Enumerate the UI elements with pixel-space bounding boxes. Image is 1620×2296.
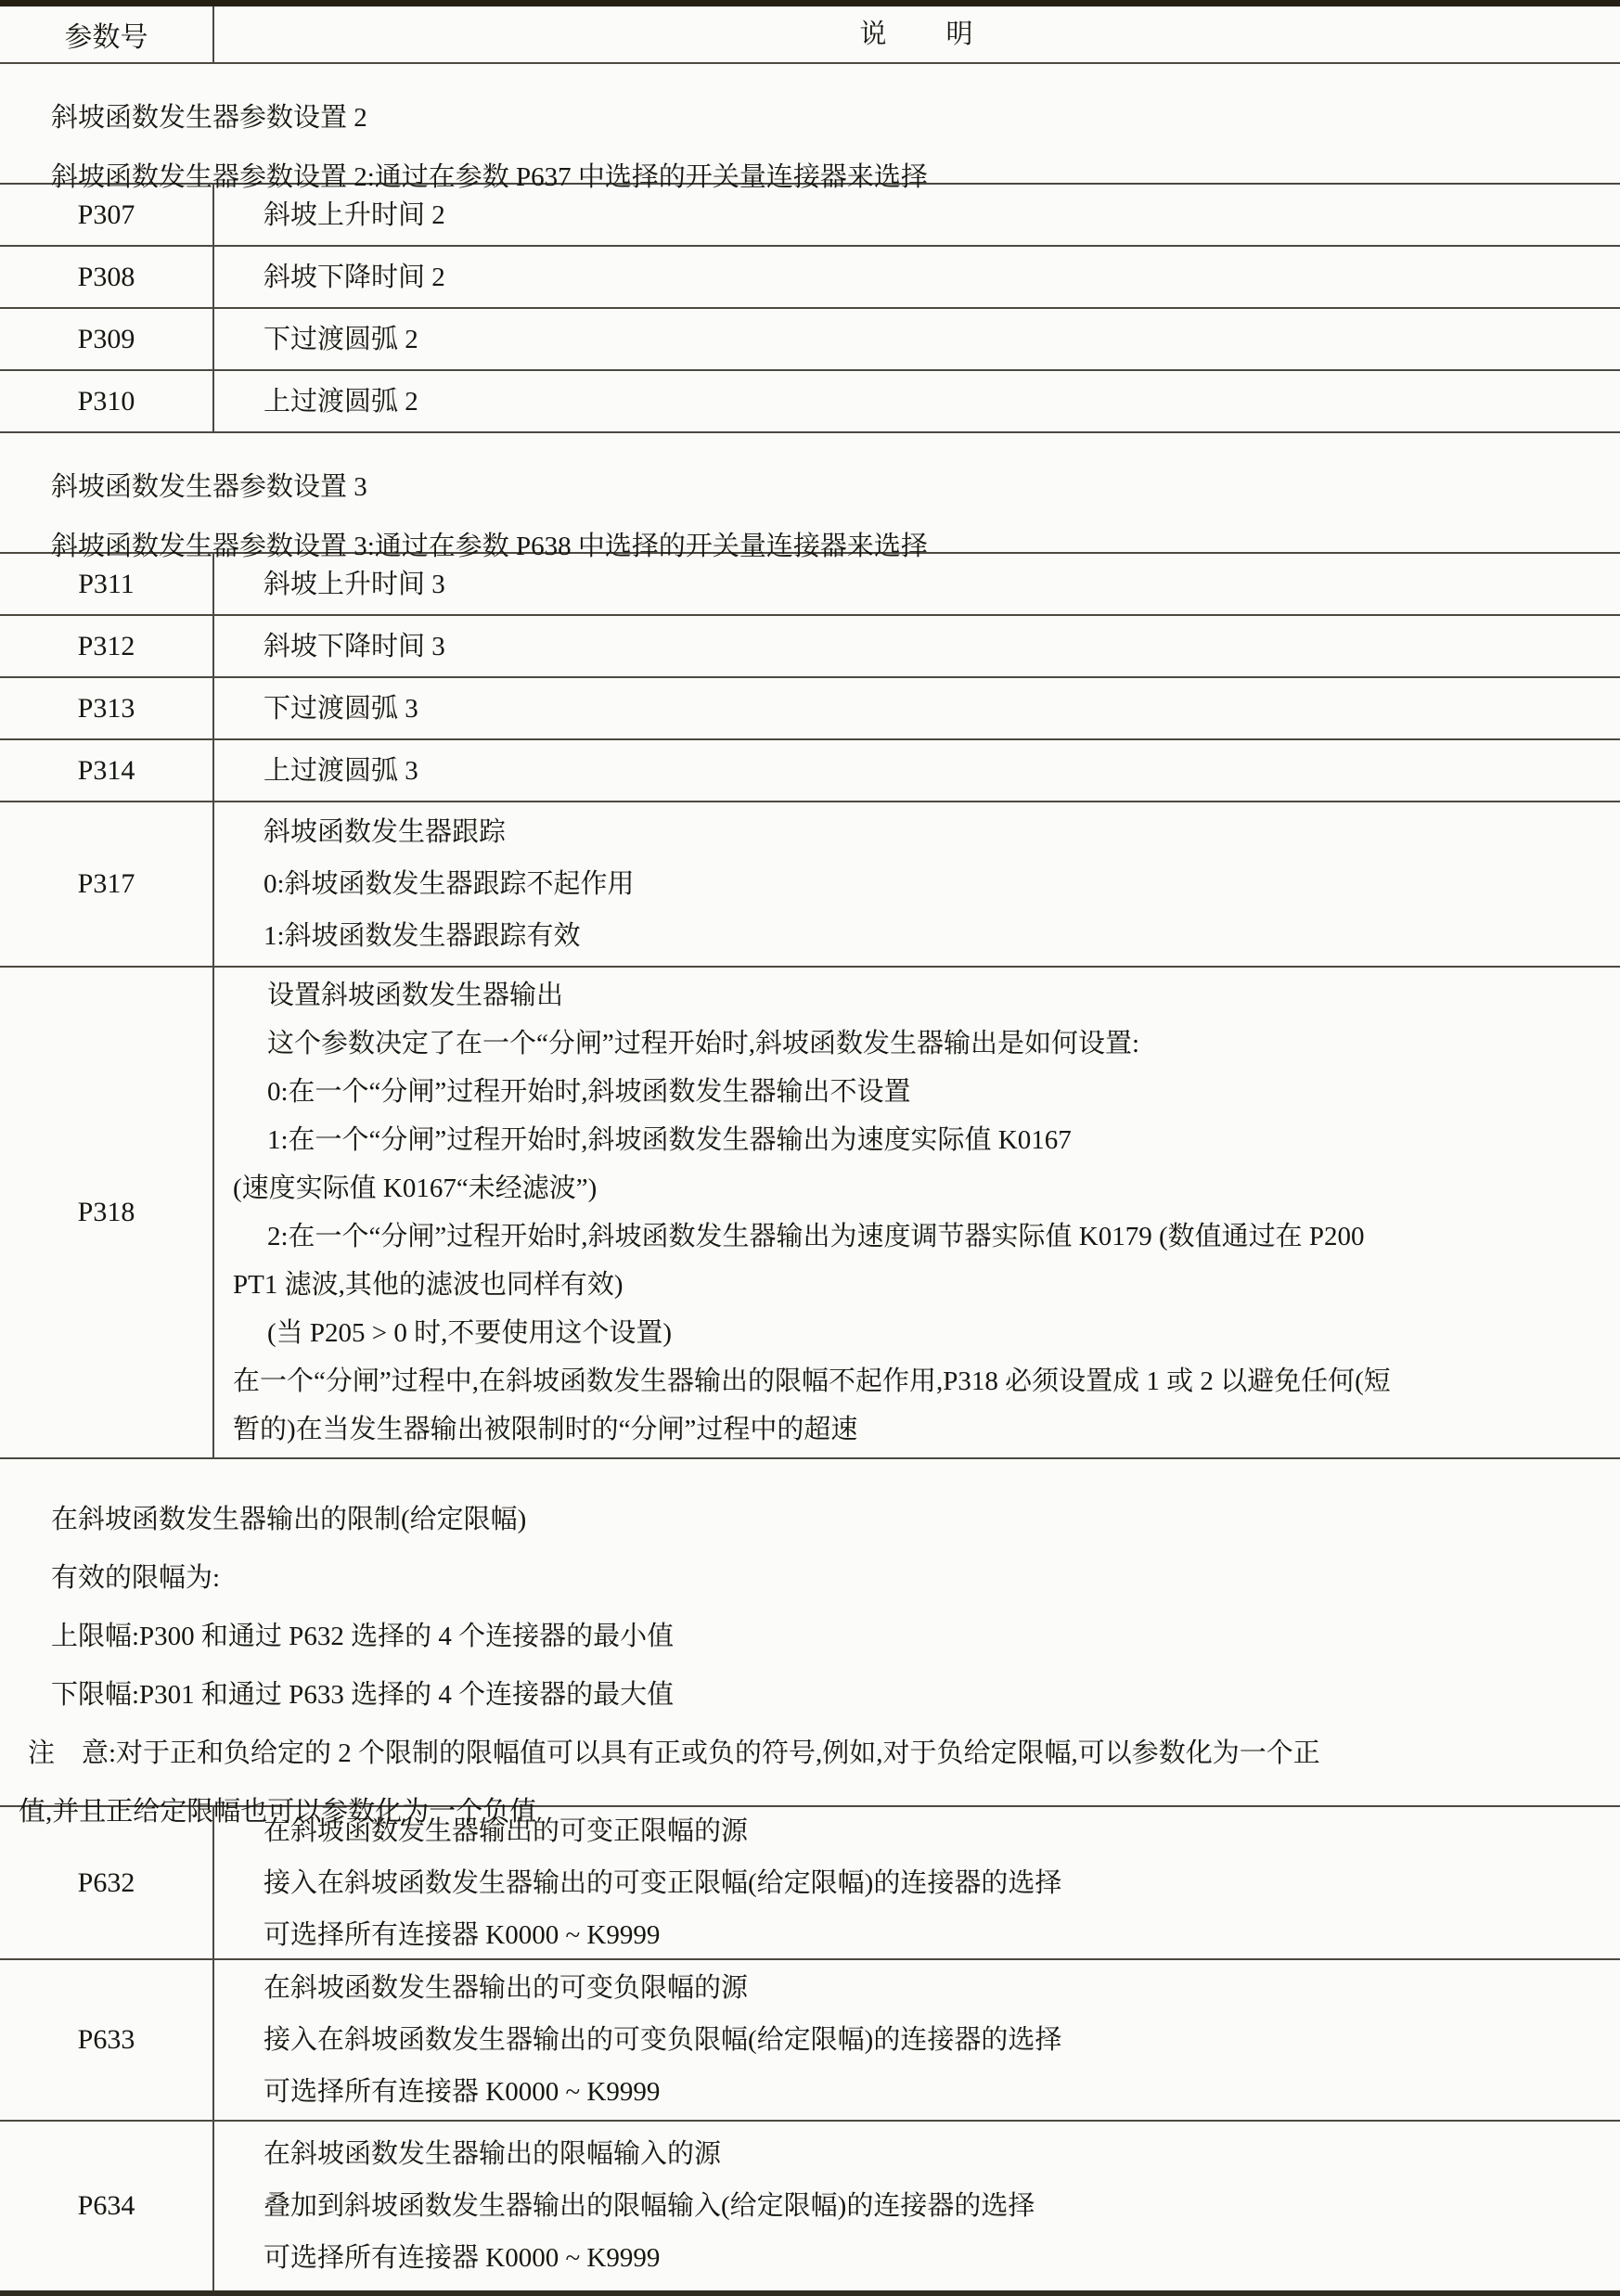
param-number: P307 (0, 185, 214, 245)
param-number: P313 (0, 678, 214, 738)
param-desc-line: 可选择所有连接器 K0000 ~ K9999 (264, 2243, 661, 2273)
param-desc-line: 在斜坡函数发生器输出的可变正限幅的源 (264, 1815, 749, 1846)
param-row-p318 (0, 968, 1620, 1459)
param-desc: 上过渡圆弧 3 (264, 755, 418, 786)
param-number: P633 (0, 1960, 214, 2120)
param-desc-line: 设置斜坡函数发生器输出 (267, 981, 564, 1010)
param-row-p317 (0, 802, 1620, 968)
param-desc-line: 可选择所有连接器 K0000 ~ K9999 (264, 1919, 661, 1950)
param-desc-line: 接入在斜坡函数发生器输出的可变负限幅(给定限幅)的连接器的选择 (264, 2025, 1062, 2055)
param-row-p308 (0, 247, 1620, 309)
param-desc-line: 斜坡函数发生器跟踪 (264, 817, 507, 847)
param-desc: 上过渡圆弧 2 (264, 386, 418, 417)
table-header-row (0, 6, 1620, 64)
limits-line: 在斜坡函数发生器输出的限制(给定限幅) (51, 1505, 527, 1534)
section-title: 斜坡函数发生器参数设置 2 (51, 103, 367, 133)
param-desc-line: 0:斜坡函数发生器跟踪不起作用 (264, 869, 635, 899)
section-ramp-set3 (0, 433, 1620, 561)
param-number: P312 (0, 616, 214, 676)
param-number: P308 (0, 247, 214, 307)
param-desc: 斜坡下降时间 2 (264, 262, 445, 292)
param-desc-line: 暂的)在当发生器输出被限制时的“分闸”过程中的超速 (233, 1415, 858, 1444)
param-desc: 下过渡圆弧 3 (264, 693, 418, 724)
param-desc-line: 可选择所有连接器 K0000 ~ K9999 (264, 2077, 661, 2107)
param-row-p634 (0, 2122, 1620, 2290)
param-desc-line: (速度实际值 K0167“未经滤波”) (233, 1174, 598, 1203)
limits-note-line: 注 意:对于正和负给定的 2 个限制的限幅值可以具有正或负的符号,例如,对于负给定限幅,可以参数化为一个正 (28, 1738, 1320, 1768)
header-desc-label: 说 明 (859, 19, 975, 49)
section-title: 斜坡函数发生器参数设置 3 (51, 472, 367, 502)
header-desc-col (214, 6, 1620, 62)
param-number: P310 (0, 371, 214, 431)
param-number: P314 (0, 740, 214, 801)
section-ramp-set2 (0, 64, 1620, 192)
param-row-p632 (0, 1807, 1620, 1960)
param-row-p310 (0, 371, 1620, 433)
param-row-p312 (0, 616, 1620, 678)
param-number: P634 (0, 2122, 214, 2290)
param-desc-line: 在斜坡函数发生器输出的可变负限幅的源 (264, 1973, 749, 2003)
param-number: P317 (0, 802, 214, 966)
param-row-p314 (0, 740, 1620, 802)
param-desc: 下过渡圆弧 2 (264, 324, 418, 354)
param-number: P309 (0, 309, 214, 369)
param-row-p313 (0, 678, 1620, 740)
param-row-p309 (0, 309, 1620, 371)
param-desc-line: 1:在一个“分闸”过程开始时,斜坡函数发生器输出为速度实际值 K0167 (267, 1125, 1072, 1155)
param-desc: 斜坡上升时间 2 (264, 199, 445, 230)
limits-line: 下限幅:P301 和通过 P633 选择的 4 个连接器的最大值 (51, 1680, 675, 1710)
param-desc-line: 0:在一个“分闸”过程开始时,斜坡函数发生器输出不设置 (267, 1077, 911, 1107)
param-desc-line: PT1 滤波,其他的滤波也同样有效) (233, 1270, 624, 1300)
param-desc-line: 在斜坡函数发生器输出的限幅输入的源 (264, 2139, 722, 2169)
param-desc: 斜坡上升时间 3 (264, 569, 445, 599)
param-number: P318 (0, 968, 214, 1457)
param-row-p311 (0, 554, 1620, 616)
limits-note-line: 值,并且正给定限幅也可以参数化为一个负值 (19, 1797, 537, 1827)
param-desc-line: 1:斜坡函数发生器跟踪有效 (264, 921, 581, 951)
param-row-p633 (0, 1960, 1620, 2122)
param-desc-line: (当 P205 > 0 时,不要使用这个设置) (267, 1318, 673, 1348)
param-desc-line: 2:在一个“分闸”过程开始时,斜坡函数发生器输出为速度调节器实际值 K0179 (数值通过在 P200 (267, 1222, 1365, 1251)
section-detail: 斜坡函数发生器参数设置 2:通过在参数 P637 中选择的开关量连接器来选择 (51, 162, 928, 192)
param-desc-line: 在一个“分闸”过程中,在斜坡函数发生器输出的限幅不起作用,P318 必须设置成 1 或 2 以避免任何(短 (233, 1366, 1391, 1396)
param-desc: 斜坡下降时间 3 (264, 631, 445, 661)
section-output-limits (0, 1459, 1620, 1827)
param-desc-line: 接入在斜坡函数发生器输出的可变正限幅(给定限幅)的连接器的选择 (264, 1867, 1062, 1898)
param-desc-line: 这个参数决定了在一个“分闸”过程开始时,斜坡函数发生器输出是如何设置: (267, 1029, 1140, 1058)
header-param-col: 参数号 (0, 6, 214, 62)
limits-line: 上限幅:P300 和通过 P632 选择的 4 个连接器的最小值 (51, 1622, 675, 1651)
param-number: P311 (0, 554, 214, 614)
param-desc-line: 叠加到斜坡函数发生器输出的限幅输入(给定限幅)的连接器的选择 (264, 2191, 1035, 2221)
section-detail: 斜坡函数发生器参数设置 3:通过在参数 P638 中选择的开关量连接器来选择 (51, 532, 928, 561)
limits-line: 有效的限幅为: (51, 1563, 221, 1593)
param-number: P632 (0, 1807, 214, 1958)
param-row-p307 (0, 185, 1620, 247)
